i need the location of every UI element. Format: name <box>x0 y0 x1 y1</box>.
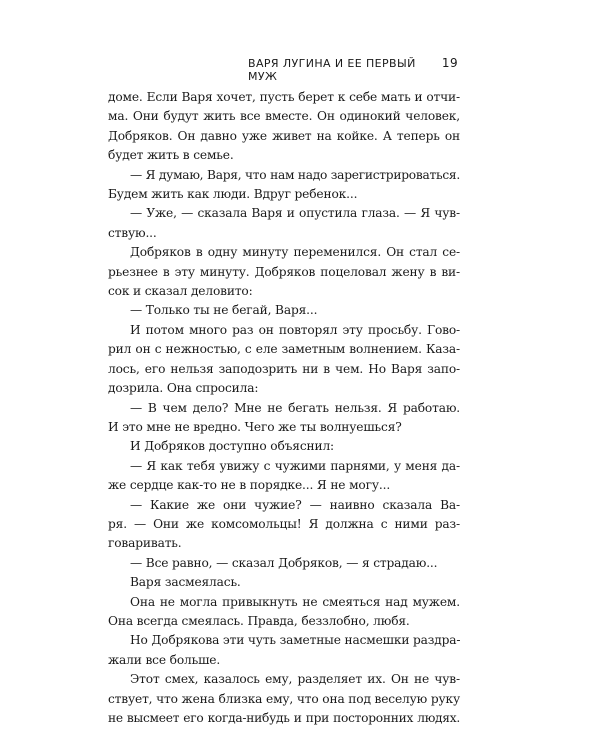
text-line: Но Добрякова эти чуть заметные насмешки раздра- <box>130 633 461 648</box>
text-line: рьезнее в эту минуту. Добряков поцеловал жену в ви- <box>108 264 460 279</box>
text-line: — Какие же они чужие? — наивно сказала Ва- <box>130 497 460 512</box>
text-line: Варя засмеялась. <box>130 575 241 590</box>
text-line: И потом много раз он повторял эту просьбу. Гово- <box>130 322 460 337</box>
text-line: ствует, что жена близка ему, что она под веселую руку <box>108 691 460 706</box>
text-line: Этот смех, казалось ему, разделяет их. Он не чув- <box>130 672 460 687</box>
text-line: сок и сказал деловито: <box>108 284 253 299</box>
text-line: же сердце как-то не в порядке... Я не могу... <box>108 478 391 493</box>
text-line: И это мне не вредно. Чего же ты волнуешься? <box>108 419 402 434</box>
text-line: ма. Они будут жить все вместе. Он одинокий человек, <box>108 109 460 124</box>
text-line: Добряков. Он давно уже живет на койке. А теперь он <box>108 128 460 143</box>
text-line: Будем жить как люди. Вдруг ребенок... <box>108 187 358 202</box>
text-line: Она всегда смеялась. Правда, беззлобно, любя. <box>108 613 410 628</box>
running-header <box>248 56 458 83</box>
text-line: не высмеет его когда-нибудь и при посторонних людях. <box>108 711 460 725</box>
text-line: — Только ты не бегай, Варя... <box>130 303 318 318</box>
text-line: — Все равно, — сказал Добряков, — я страдаю... <box>130 555 438 570</box>
text-line: лось, его нельзя заподозрить ни в чем. Но Варя запо- <box>108 361 460 376</box>
text-line: Добряков в одну минуту переменился. Он стал се- <box>130 245 460 260</box>
text-line: жали все больше. <box>108 652 221 667</box>
text-line: доме. Если Варя хочет, пусть берет к себе мать и отчи- <box>108 90 460 104</box>
text-line: И Добряков доступно объяснил: <box>130 439 334 454</box>
body-text <box>108 88 460 728</box>
text-line: — Я как тебя увижу с чужими парнями, у меня да- <box>130 458 460 473</box>
text-line: Она не могла привыкнуть не смеяться над мужем. <box>130 594 460 609</box>
running-title: ВАРЯ ЛУГИНА И ЕЕ ПЕРВЫЙ МУЖ <box>248 57 416 83</box>
text-line: ствую... <box>108 225 157 240</box>
text-line: рил он с нежностью, с еле заметным волнением. Каза- <box>108 342 460 357</box>
text-line: — В чем дело? Мне не бегать нельзя. Я работаю. <box>130 400 460 415</box>
text-line: — Я думаю, Варя, что нам надо зарегистрироваться. <box>130 167 460 182</box>
text-line: ря. — Они же комсомольцы! Я должна с ними раз- <box>108 516 460 531</box>
text-line: — Уже, — сказала Варя и опустила глаза. — Я чув- <box>130 206 460 221</box>
text-line: будет жить в семье. <box>108 148 234 163</box>
page-number: 19 <box>441 56 458 70</box>
text-line: дозрила. Она спросила: <box>108 381 259 396</box>
text-line: говаривать. <box>108 536 182 551</box>
